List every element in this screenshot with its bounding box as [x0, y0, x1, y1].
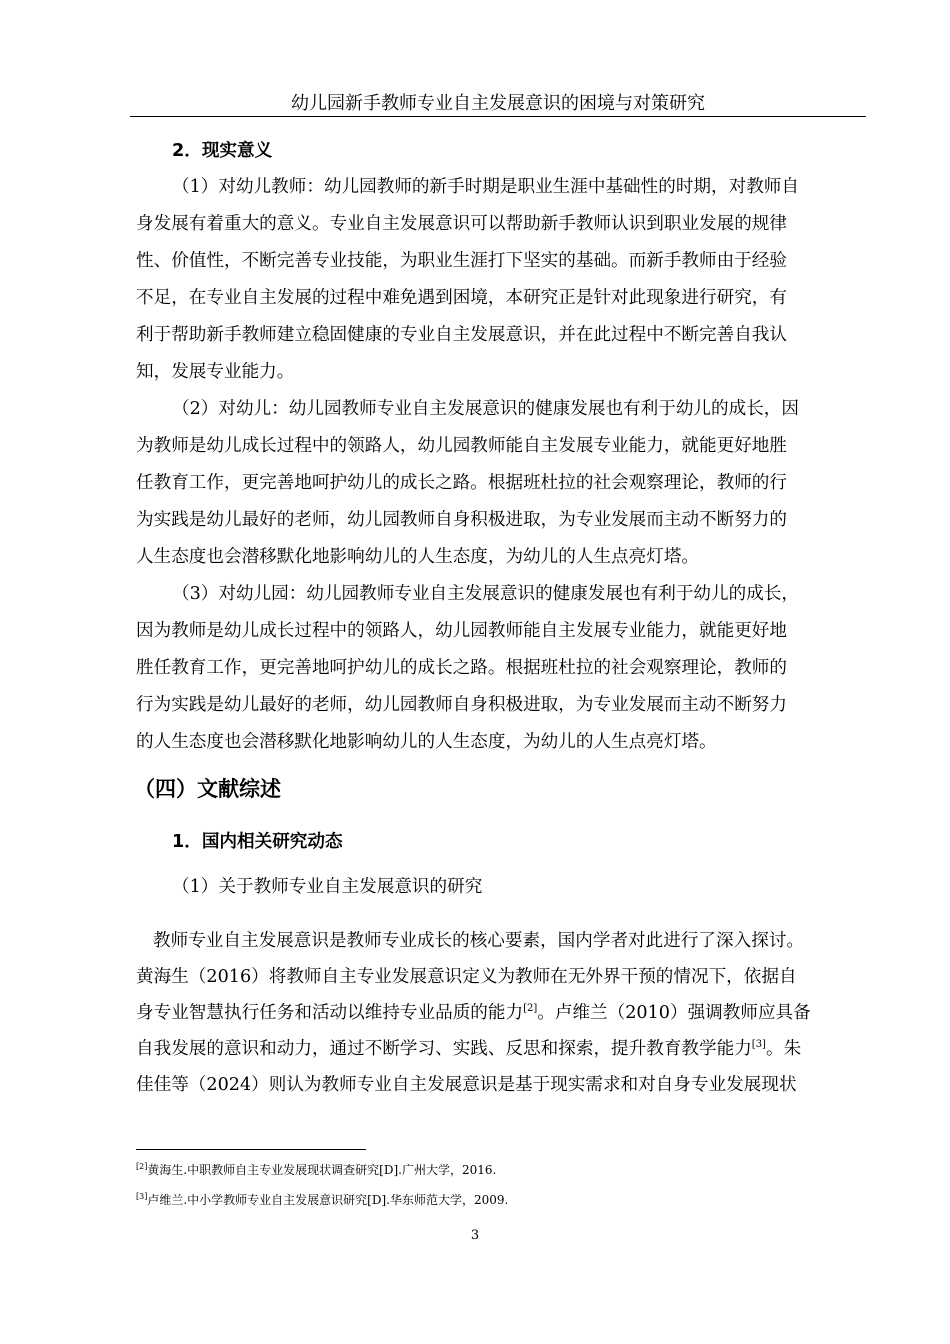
paragraph-line: 佳佳等（2024）则认为教师专业自主发展意识是基于现实需求和对自身专业发展现状 — [136, 1075, 797, 1095]
footnote-mark: [3] — [136, 1192, 148, 1201]
footnote-text: 黄海生.中职教师自主专业发展现状调查研究[D].广州大学，2016. — [147, 1163, 497, 1177]
subsection-heading-domestic-research: 1．国内相关研究动态 — [172, 832, 343, 852]
paragraph-line: 人生态度也会潜移默化地影响幼儿的人生态度，为幼儿的人生点亮灯塔。 — [136, 547, 700, 567]
footnote-separator — [136, 1149, 366, 1150]
paragraph-line: 为实践是幼儿最好的老师，幼儿园教师自身积极进取，为专业发展而主动不断努力的 — [136, 510, 787, 530]
paragraph-line: 不足，在专业自主发展的过程中难免遇到困境，本研究正是针对此现象进行研究，有 — [136, 288, 787, 308]
paragraph-line — [136, 1036, 860, 1062]
paragraph-line: 的人生态度也会潜移默化地影响幼儿的人生态度，为幼儿的人生点亮灯塔。 — [136, 732, 717, 752]
subsubsection-heading: （1）关于教师专业自主发展意识的研究 — [172, 877, 483, 897]
section-heading-realistic-significance: 2．现实意义 — [172, 141, 273, 161]
section-heading-literature-review: （四）文献综述 — [134, 777, 281, 801]
text-run: 自我发展的意识和动力，通过不断学习、实践、反思和探索，提升教育教学能力 — [136, 1039, 752, 1059]
paragraph-line: 身发展有着重大的意义。专业自主发展意识可以帮助新手教师认识到职业发展的规律 — [136, 214, 787, 234]
paragraph-line: 性、价值性，不断完善专业技能，为职业生涯打下坚实的基础。而新手教师由于经验 — [136, 251, 787, 271]
text-run: 身专业智慧执行任务和活动以维持专业品质的能力 — [136, 1003, 524, 1023]
paragraph-line: （1）对幼儿教师：幼儿园教师的新手时期是职业生涯中基础性的时期，对教师自 — [172, 177, 799, 197]
paragraph-line — [136, 1000, 860, 1026]
running-header: 幼儿园新手教师专业自主发展意识的困境与对策研究 — [291, 93, 705, 114]
paragraph-line: 黄海生（2016）将教师自主专业发展意识定义为教师在无外界干预的情况下，依据自 — [136, 967, 797, 987]
paragraph-line: （3）对幼儿园：幼儿园教师专业自主发展意识的健康发展也有利于幼儿的成长， — [172, 584, 799, 604]
page-number: 3 — [470, 1228, 480, 1243]
paragraph-line: 任教育工作，更完善地呵护幼儿的成长之路。根据班杜拉的社会观察理论，教师的行 — [136, 473, 787, 493]
paragraph-line: 行为实践是幼儿最好的老师，幼儿园教师自身积极进取，为专业发展而主动不断努力 — [136, 695, 787, 715]
paragraph-line: 利于帮助新手教师建立稳固健康的专业自主发展意识，并在此过程中不断完善自我认 — [136, 325, 787, 345]
footnote — [136, 1192, 508, 1208]
footnote — [136, 1162, 496, 1178]
paragraph-line: 为教师是幼儿成长过程中的领路人，幼儿园教师能自主发展专业能力，就能更好地胜 — [136, 436, 787, 456]
footnote-text: 卢维兰.中小学教师专业自主发展意识研究[D].华东师范大学，2009. — [147, 1193, 509, 1207]
paragraph-line: （2）对幼儿：幼儿园教师专业自主发展意识的健康发展也有利于幼儿的成长，因 — [172, 399, 799, 419]
text-run: 。朱 — [765, 1039, 802, 1059]
text-run: 。卢维兰（2010）强调教师应具备 — [537, 1003, 811, 1023]
paragraph-line: 胜任教育工作，更完善地呵护幼儿的成长之路。根据班杜拉的社会观察理论，教师的 — [136, 658, 787, 678]
footnote-ref[interactable]: [2] — [523, 1003, 538, 1015]
paragraph-line: 知，发展专业能力。 — [136, 362, 295, 382]
footnote-ref[interactable]: [3] — [751, 1039, 766, 1051]
paragraph-line: 因为教师是幼儿成长过程中的领路人，幼儿园教师能自主发展专业能力，就能更好地 — [136, 621, 787, 641]
footnote-mark: [2] — [136, 1162, 148, 1171]
header-rule — [130, 116, 866, 117]
paragraph-line: 教师专业自主发展意识是教师专业成长的核心要素，国内学者对此进行了深入探讨。 — [153, 931, 804, 951]
